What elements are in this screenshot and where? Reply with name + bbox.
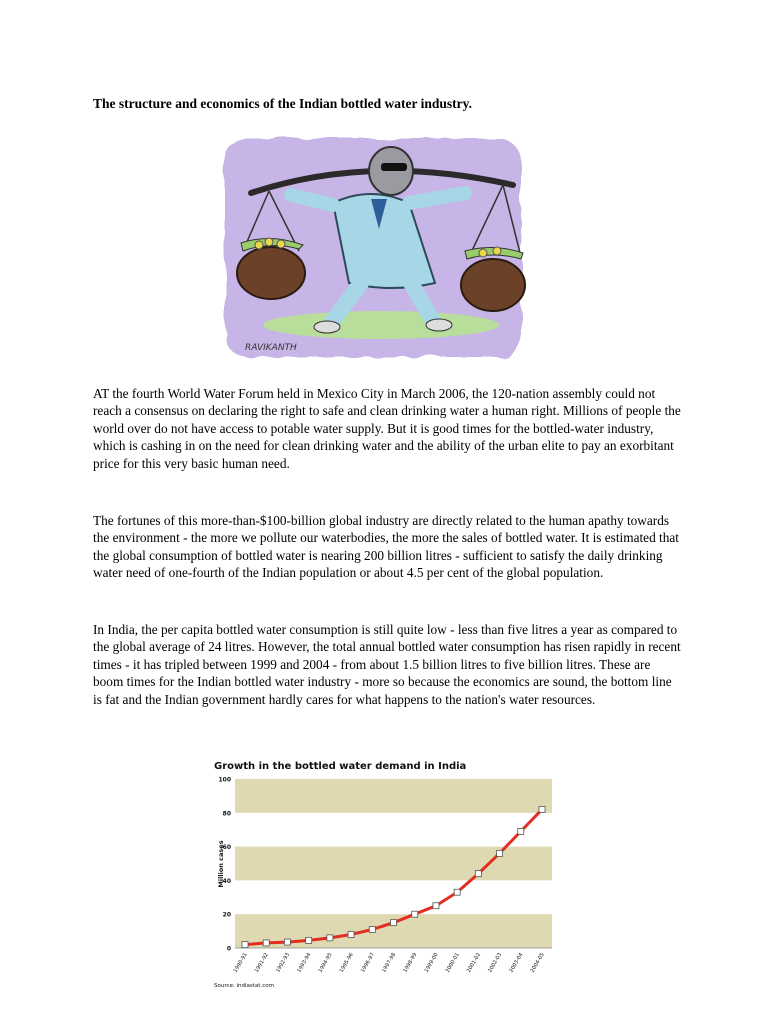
data-point xyxy=(433,903,439,909)
data-point xyxy=(369,926,375,932)
x-tick-label: 1993-94 xyxy=(296,952,313,974)
x-tick-label: 1996-97 xyxy=(359,952,377,974)
y-tick-label: 40 xyxy=(222,877,231,885)
data-point xyxy=(454,889,460,895)
x-tick-label: 1997-98 xyxy=(381,952,398,974)
paragraph-3: In India, the per capita bottled water consumption is still quite low - less than five litres a year as compared to the global average of 24 litres. However, the total annual bottled water consumption has risen rapidly in recent times - it has tripled between 1999 and 2004 - from about 1.5 billion litres to five billion litres. These are boom times for the Indian bottled water industry - more so because the economics are sound, the bottom line is fat and the Indian government hardly cares for what happens to the nation's water resources. xyxy=(93,622,681,707)
y-tick-label: 20 xyxy=(222,911,231,919)
data-point xyxy=(242,942,248,948)
x-tick-label: 2001-02 xyxy=(466,952,483,974)
x-tick-label: 2004-05 xyxy=(529,952,546,974)
chart-source: Source: indiastat.com xyxy=(214,983,274,989)
y-tick-label: 100 xyxy=(218,776,231,784)
data-point xyxy=(497,850,503,856)
x-tick-label: 1995-96 xyxy=(338,952,355,974)
x-tick-label: 2003-04 xyxy=(508,952,525,974)
x-tick-label: 1990-91 xyxy=(232,952,249,974)
y-tick-label: 0 xyxy=(226,945,231,953)
chart-band xyxy=(235,847,552,881)
paragraph-2: The fortunes of this more-than-$100-billion global industry are directly related to the human apathy towards the environment - the more we pollute our waterbodies, the more the sales of bottled water. It is estimated that the global consumption of bottled water is nearing 200 billion litres - sufficient to satisfy the daily drinking water need of one-fourth of the Indian population or about 4.5 per cent of the global population. xyxy=(93,513,679,581)
bottled-water-demand-chart xyxy=(208,752,560,992)
y-tick-label: 80 xyxy=(222,810,231,818)
x-tick-label: 2000-01 xyxy=(444,952,461,974)
data-point xyxy=(306,937,312,943)
chart-title: Growth in the bottled water demand in India xyxy=(214,761,467,772)
data-point xyxy=(391,920,397,926)
data-point xyxy=(412,911,418,917)
cartoon-ground xyxy=(263,311,499,339)
chart-band xyxy=(235,779,552,813)
data-point xyxy=(539,806,545,812)
data-point xyxy=(518,828,524,834)
data-point xyxy=(284,939,290,945)
paragraph-1: AT the fourth World Water Forum held in Mexico City in March 2006, the 120-nation assembly could not reach a consensus on declaring the right to safe and clean drinking water a human right. Millions of people the world over do not have access to potable water supply. But it is good times for the bottled-water industry, which is cashing in on the need for clean drinking water and the ability of the urban elite to pay an exorbitant price for this very basic human need. xyxy=(93,386,681,471)
x-tick-label: 1991-92 xyxy=(253,952,270,974)
document-title: The structure and economics of the Indian bottled water industry. xyxy=(93,96,473,111)
x-axis-ticks xyxy=(233,951,546,973)
x-tick-label: 2002-03 xyxy=(487,952,504,974)
y-axis-label: Million cases xyxy=(217,840,225,888)
y-tick-label: 60 xyxy=(222,844,231,852)
x-tick-label: 1992-93 xyxy=(275,952,292,974)
x-tick-label: 1998-99 xyxy=(402,952,419,974)
data-point xyxy=(263,940,269,946)
cartoon-illustration xyxy=(221,133,526,369)
x-tick-label: 1994-95 xyxy=(317,952,334,974)
data-point xyxy=(348,931,354,937)
data-point xyxy=(475,871,481,877)
cartoon-signature: RAVIKANTH xyxy=(245,343,297,353)
x-tick-label: 1999-00 xyxy=(423,952,440,974)
data-point xyxy=(327,935,333,941)
